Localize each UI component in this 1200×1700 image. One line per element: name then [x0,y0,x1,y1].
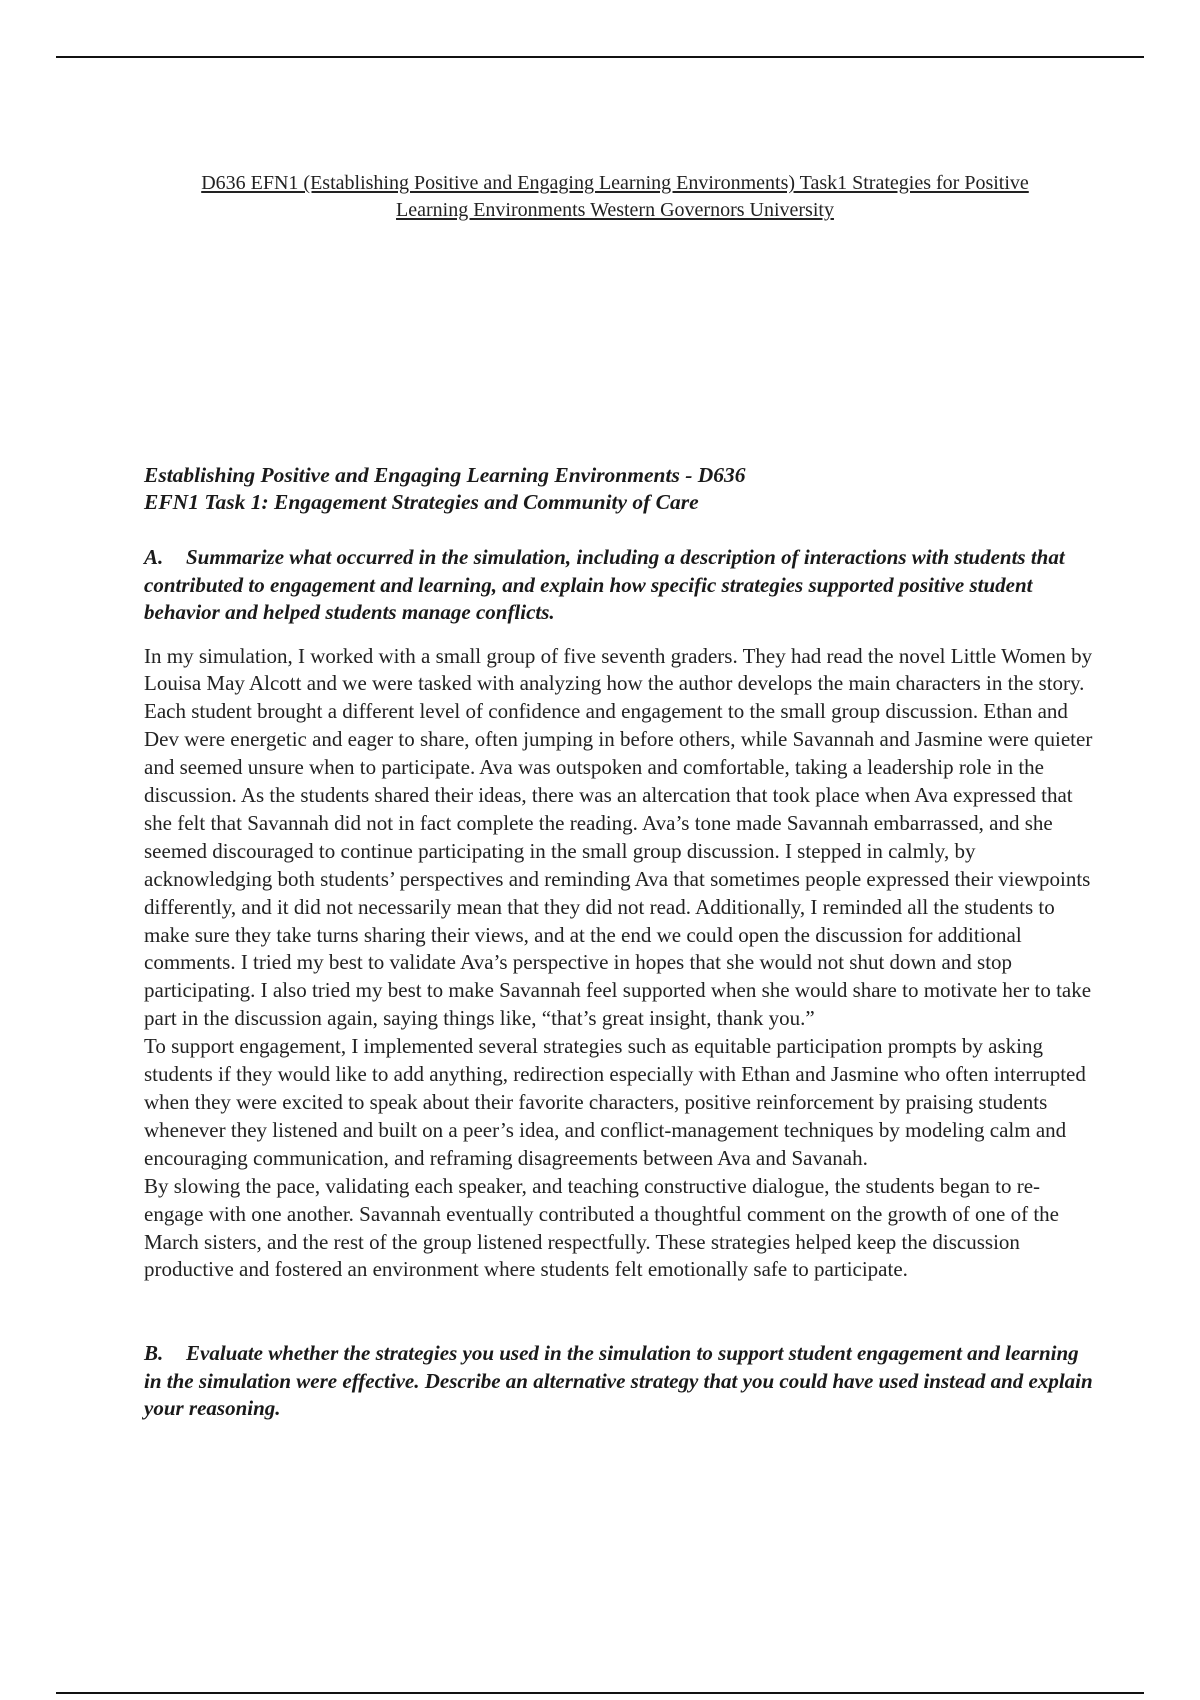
section-a-prompt-text: Summarize what occurred in the simulation, including a description of interactions with students that contributed to engagement and learning, and explain how specific strategies supported positive student behavior and helped students manage conflicts. [144,545,1065,624]
course-heading-line-2: EFN1 Task 1: Engagement Strategies and Community of Care [144,490,699,514]
document-body [144,462,1096,1423]
bottom-rule [56,1692,1144,1694]
section-a-label: A. [144,545,164,569]
top-rule [56,56,1144,58]
answer-paragraph: In my simulation, I worked with a small group of five seventh graders. They had read the novel Little Women by Louisa May Alcott and we were tasked with analyzing how the author develops the main characters in the story. Each student brought a different level of confidence and engagement to the small group discussion. Ethan and Dev were energetic and eager to share, often jumping in before others, while Savannah and Jasmine were quieter and seemed unsure when to participate. Ava was outspoken and comfortable, taking a leadership role in the discussion. As the students shared their ideas, there was an altercation that took place when Ava expressed that she felt that Savannah did not in fact complete the reading. Ava’s tone made Savannah embarrassed, and she seemed discouraged to continue participating in the small group discussion. I stepped in calmly, by acknowledging both students’ perspectives and reminding Ava that sometimes people expressed their viewpoints differently, and it did not necessarily mean that they did not read. Additionally, I reminded all the students to make sure they take turns sharing their views, and at the end we could open the discussion for additional comments. I tried my best to validate Ava’s perspective in hopes that she would not shut down and stop participating. I also tried my best to make Savannah feel supported when she would share to motivate her to take part in the discussion again, saying things like, “that’s great insight, thank you.” [144,643,1093,1031]
course-heading [144,462,1096,516]
section-b-prompt [144,1340,1096,1423]
section-b-prompt-text: Evaluate whether the strategies you used in the simulation to support student engagement and learning in the simulation were effective. Describe an alternative strategy that you could have used instead and explain your reasoning. [144,1341,1093,1421]
section-b-label: B. [144,1341,164,1366]
answer-paragraph: By slowing the pace, validating each speaker, and teaching constructive dialogue, the students began to re-engage with one another. Savannah eventually contributed a thoughtful comment on the growth of one of the March sisters, and the rest of the group listened respectfully. These strategies helped keep the discussion productive and fostered an environment where students felt emotionally safe to participate. [144,1173,1059,1282]
course-heading-line-1: Establishing Positive and Engaging Learning Environments - D636 [144,463,746,487]
section-a-prompt [144,544,1096,627]
document-title-line-2: Learning Environments Western Governors University [396,199,834,221]
document-title [140,170,1090,224]
answer-paragraph: To support engagement, I implemented several strategies such as equitable participation prompts by asking students if they would like to add anything, redirection especially with Ethan and Jasmine who often interrupted when they were excited to speak about their favorite characters, positive reinforcement by praising students whenever they listened and built on a peer’s idea, and conflict-management techniques by modeling calm and encouraging communication, and reframing disagreements between Ava and Savanah. [144,1034,1086,1170]
section-a-answer [144,643,1096,1285]
document-title-line-1: D636 EFN1 (Establishing Positive and Engaging Learning Environments) Task1 Strategies for Positive [201,172,1029,194]
